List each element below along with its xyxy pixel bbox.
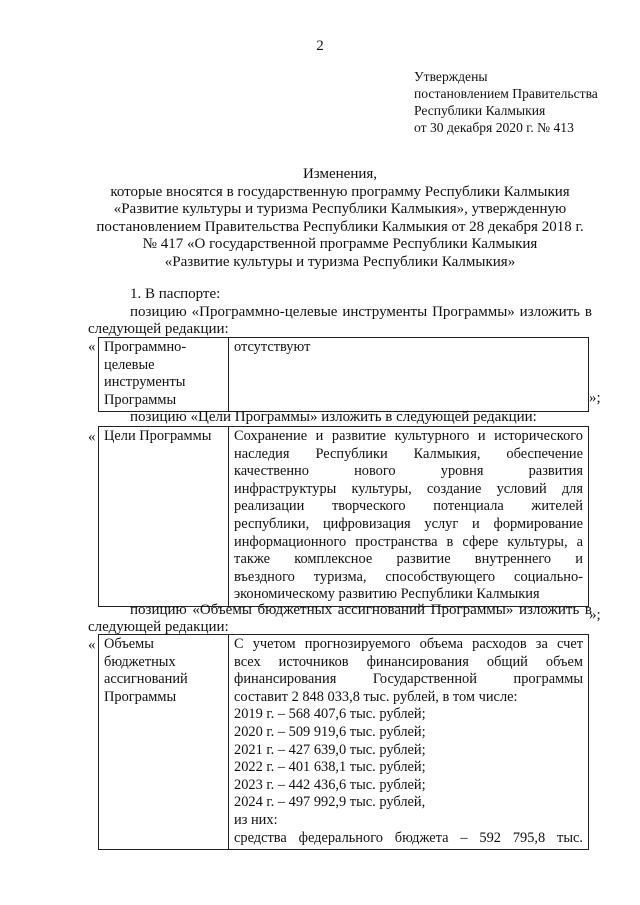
value-line: экономическому развитию Республики Калмыкия	[234, 586, 540, 603]
label-line: Цели Программы	[104, 428, 212, 444]
value-line: реализации творческого потенциала жителей	[234, 498, 583, 515]
open-quote: «	[88, 429, 96, 445]
value-line: Сохранение и развитие культурного и исторического	[234, 428, 583, 444]
value-line: 2022 г. – 401 638,1 тыс. рублей;	[234, 759, 426, 776]
value-line: качественно нового уровня развития	[234, 463, 583, 480]
value-line: также комплексное развитие внутреннего и	[234, 551, 583, 568]
instruction-line: позицию «Объемы бюджетных ассигнований Программы» изложить в	[130, 602, 592, 618]
open-quote: «	[88, 637, 96, 653]
heading-line: «Развитие культуры и туризма Республики Калмыкия»	[164, 253, 516, 270]
heading-line: Изменения,	[302, 166, 378, 182]
value-line: въездного туризма, способствующего социально-	[234, 568, 583, 585]
label-line: бюджетных	[104, 653, 176, 670]
table-label-cell	[99, 427, 229, 607]
value-line: 2024 г. – 497 992,9 тыс. рублей,	[234, 794, 426, 811]
table-value-cell	[229, 635, 589, 850]
value-line: наследия Республики Калмыкия, обеспечение	[234, 445, 583, 462]
value-line: отсутствуют	[234, 339, 311, 355]
label-line: Программы	[104, 391, 177, 408]
table-value-cell	[229, 427, 589, 607]
value-line: средства федерального бюджета – 592 795,8 тыс.	[234, 829, 583, 846]
value-line: 2023 г. – 442 436,6 тыс. рублей;	[234, 776, 426, 793]
value-line: финансирования Государственной программы	[234, 671, 583, 688]
table-value-cell	[229, 338, 589, 412]
value-line: инфраструктуры культуры, создание условий для	[234, 480, 583, 497]
label-line: Программно-	[104, 339, 187, 355]
heading-line: постановлением Правительства Республики Калмыкия от 28 декабря 2018 г.	[96, 218, 584, 235]
table-label-cell	[99, 635, 229, 850]
value-line: 2019 г. – 568 407,6 тыс. рублей;	[234, 706, 426, 723]
value-line: республики, цифровизация услуг и формирование	[234, 515, 583, 532]
value-line: 2021 г. – 427 639,0 тыс. рублей;	[234, 741, 426, 758]
approval-block	[414, 68, 598, 136]
label-line: Объемы	[104, 636, 154, 652]
approval-line: Республики Калмыкия	[414, 103, 546, 118]
approval-line: постановлением Правительства	[414, 86, 598, 101]
label-line: целевые	[104, 356, 155, 373]
heading-line: № 417 «О государственной программе Республики Калмыкия	[142, 236, 538, 252]
instruction-line: следующей редакции:	[88, 619, 229, 635]
approval-line: от 30 декабря 2020 г. № 413	[414, 120, 574, 135]
passport-table-instruments	[98, 337, 589, 412]
passport-table-goals	[98, 426, 589, 607]
value-line: из них:	[234, 811, 278, 828]
section-title: 1. В паспорте:	[130, 286, 221, 302]
close-quote: »;	[589, 607, 601, 623]
value-line: С учетом прогнозируемого объема расходов за счет	[234, 636, 583, 652]
table-row	[99, 427, 589, 607]
label-line: ассигнований	[104, 671, 188, 688]
open-quote: «	[88, 339, 96, 355]
value-line: всех источников финансирования общий объем	[234, 653, 583, 670]
heading-line: «Развитие культуры и туризма Республики Калмыкия», утвержденную	[113, 201, 567, 217]
approval-line: Утверждены	[414, 69, 488, 84]
table-label-cell	[99, 338, 229, 412]
passport-table-budget	[98, 634, 589, 850]
table-row	[99, 635, 589, 850]
table-row	[99, 338, 589, 412]
label-line: инструменты	[104, 374, 186, 391]
page-number: 2	[316, 38, 324, 54]
instruction-line: позицию «Программно-целевые инструменты Программы» изложить в	[130, 304, 592, 320]
document-heading	[70, 166, 610, 271]
instruction-line: следующей редакции:	[88, 321, 229, 337]
close-quote: »;	[589, 390, 601, 406]
heading-line: которые вносятся в государственную программу Республики Калмыкия	[110, 183, 570, 200]
value-line: составит 2 848 033,8 тыс. рублей, в том числе:	[234, 688, 518, 705]
value-line: 2020 г. – 509 919,6 тыс. рублей;	[234, 723, 426, 740]
value-line: информационного пространства в сфере культуры, а	[234, 533, 583, 550]
label-line: Программы	[104, 688, 177, 705]
instruction-line: позицию «Цели Программы» изложить в следующей редакции:	[130, 409, 537, 425]
